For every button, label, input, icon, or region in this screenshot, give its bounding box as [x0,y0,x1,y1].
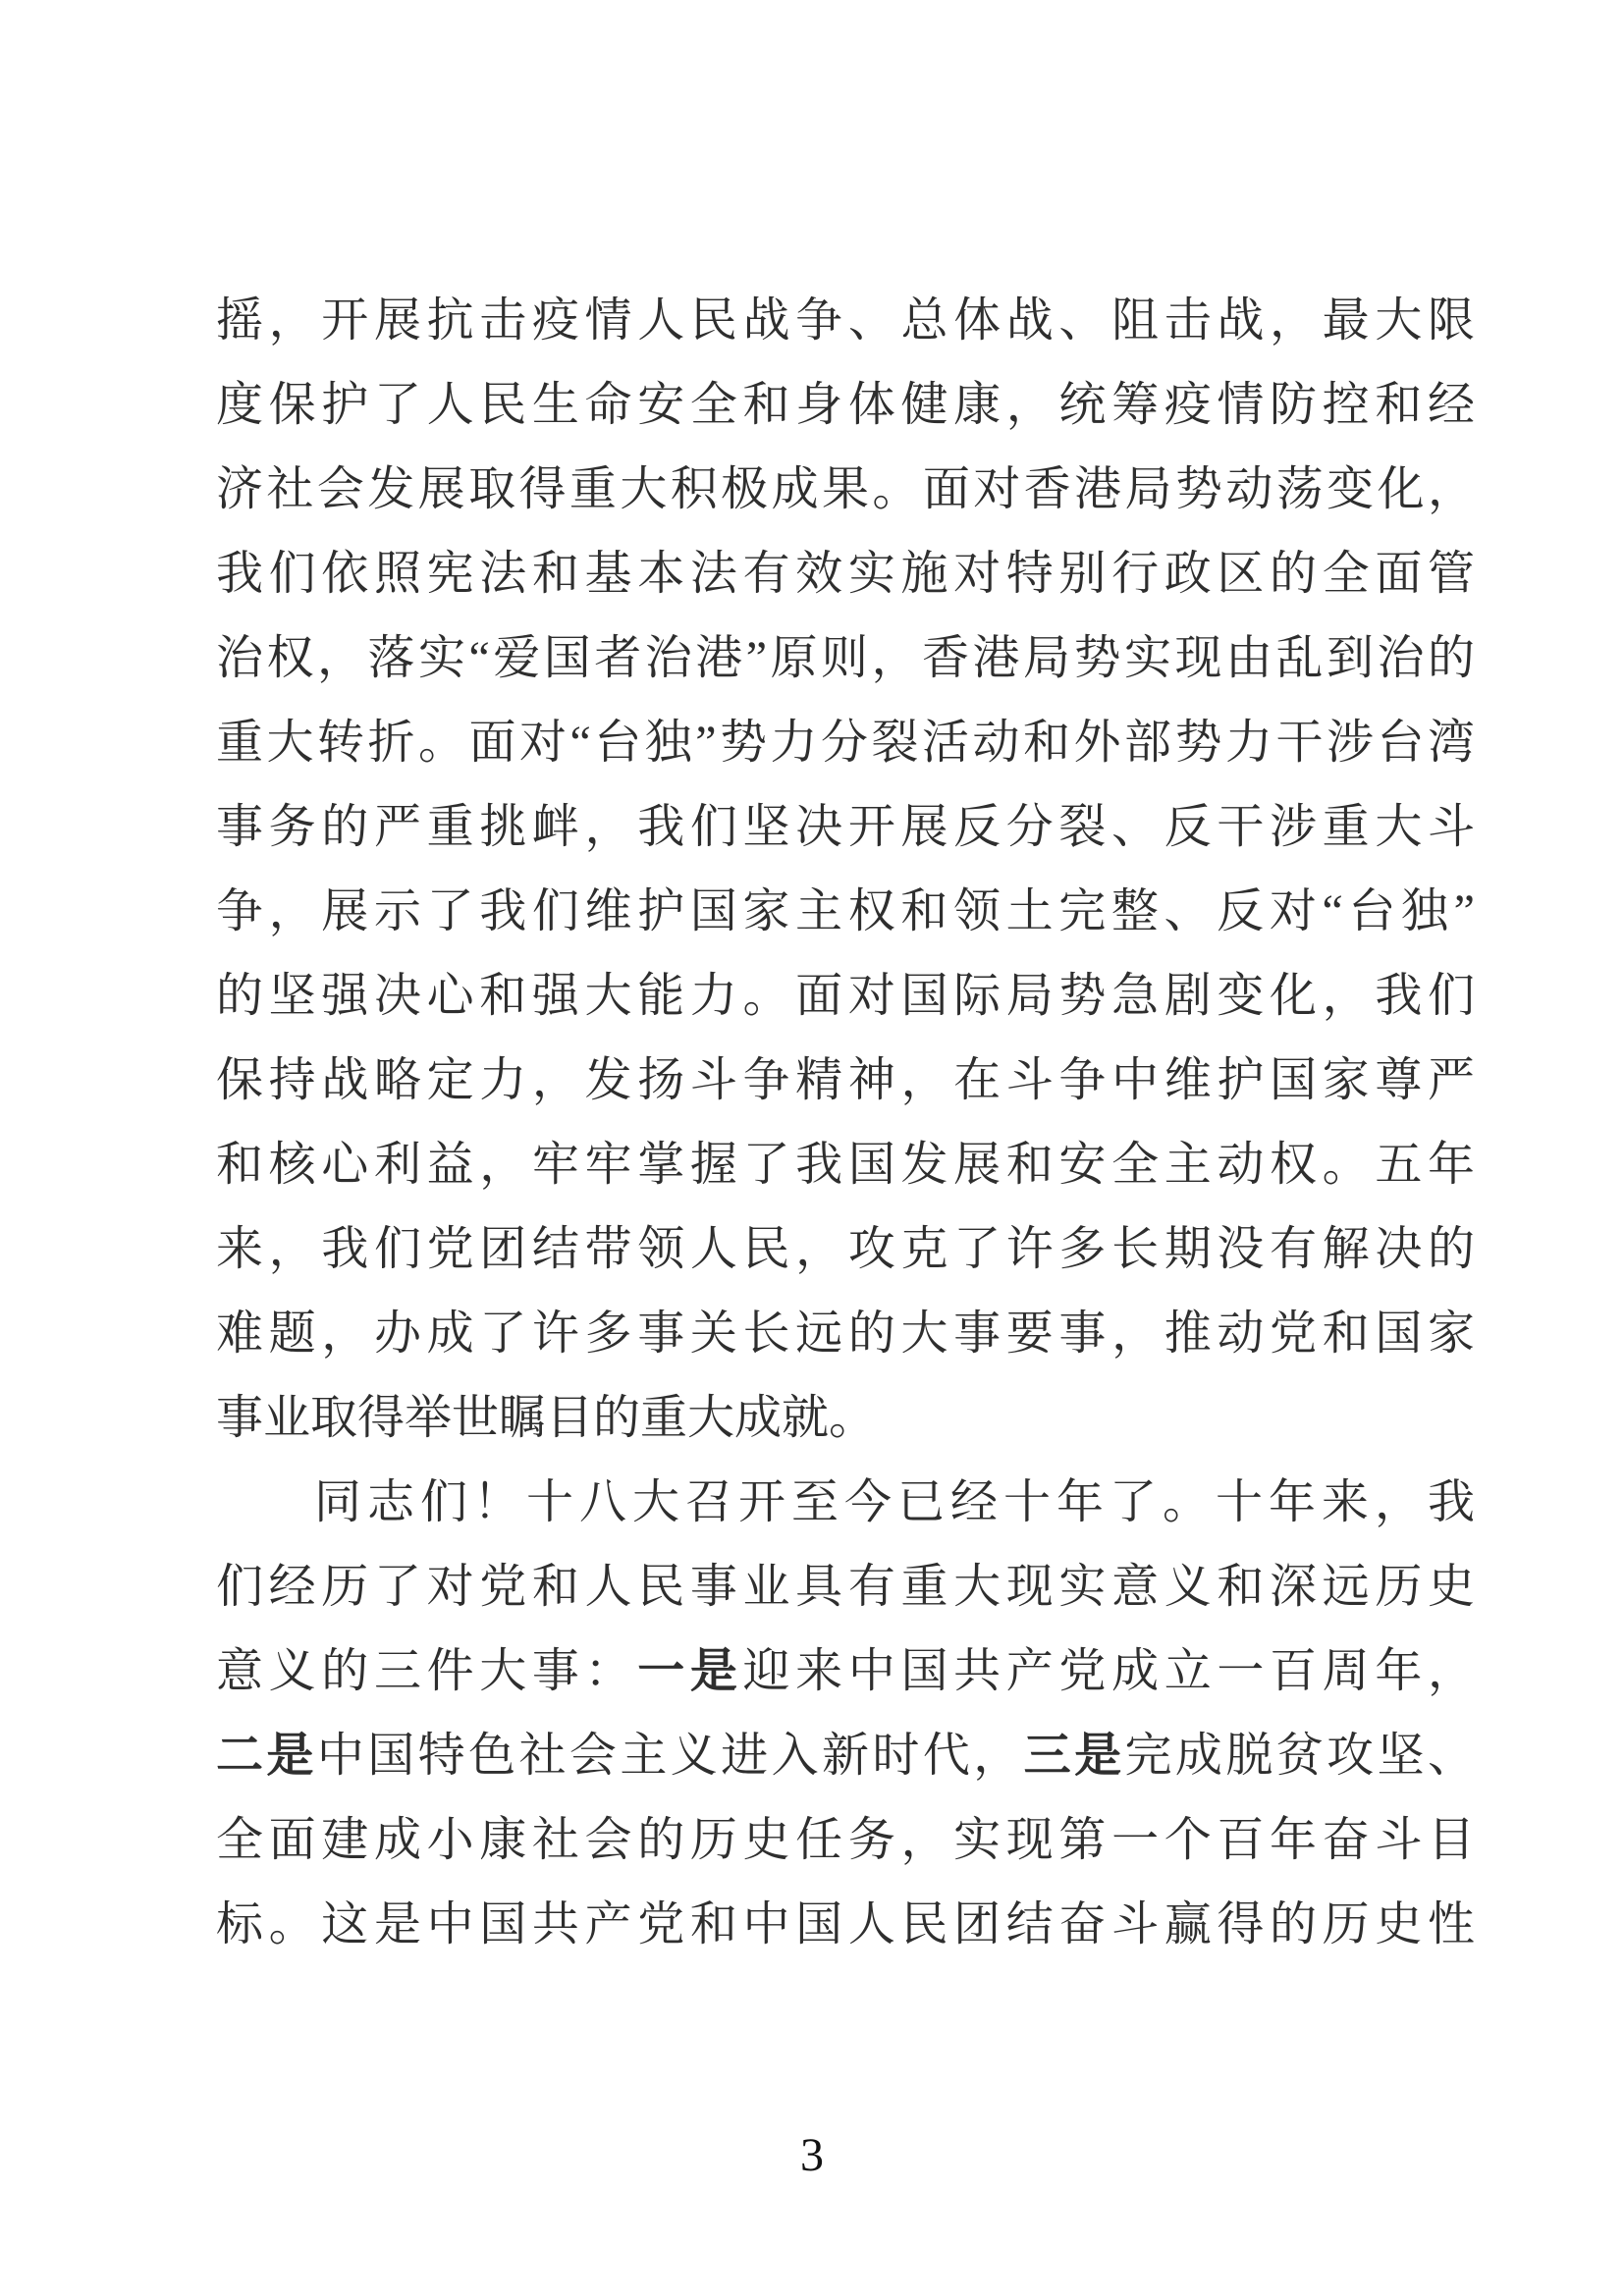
text-line [216,1883,1475,1967]
text-line [216,1714,1475,1798]
text-line [216,701,1475,785]
text-segment: 同志们！十八大召开至今已经十年了。十年来，我 [314,1476,1475,1528]
text-segment: 事业取得举世瞩目的重大成就。 [216,1392,877,1444]
text-segment: 保持战略定力，发扬斗争精神，在斗争中维护国家尊严 [216,1054,1475,1106]
text-line [216,448,1475,532]
text-segment: 和核心利益，牢牢掌握了我国发展和安全主动权。五年 [216,1139,1475,1191]
text-line [216,1629,1475,1714]
text-segment: 我们依照宪法和基本法有效实施对特别行政区的全面管 [216,548,1475,600]
bold-emphasis: 一是 [637,1645,743,1697]
text-segment: 事务的严重挑衅，我们坚决开展反分裂、反干涉重大斗 [216,801,1475,853]
text-line [216,1207,1475,1292]
text-line [216,1123,1475,1207]
text-segment: 摇，开展抗击疫情人民战争、总体战、阻击战，最大限 [216,294,1475,347]
page-number: 3 [800,2129,824,2181]
text-segment: 济社会发展取得重大积极成果。面对香港局势动荡变化， [216,463,1475,515]
text-segment: 重大转折。面对“台独”势力分裂活动和外部势力干涉台湾 [216,717,1475,769]
text-segment: 迎来中国共产党成立一百周年， [742,1645,1475,1697]
text-line [216,532,1475,616]
text-segment: 的坚强决心和强大能力。面对国际局势急剧变化，我们 [216,970,1475,1022]
text-segment: 们经历了对党和人民事业具有重大现实意义和深远历史 [216,1561,1475,1613]
text-segment: 全面建成小康社会的历史任务，实现第一个百年奋斗目 [216,1814,1475,1866]
text-line [216,1376,1475,1461]
bold-emphasis: 三是 [1023,1730,1125,1782]
text-line [216,1039,1475,1123]
text-segment: 难题，办成了许多事关长远的大事要事，推动党和国家 [216,1308,1475,1360]
text-line [216,1545,1475,1629]
text-segment: 来，我们党团结带领人民，攻克了许多长期没有解决的 [216,1223,1475,1275]
bold-emphasis: 二是 [216,1730,317,1782]
text-line [216,616,1475,701]
text-segment: 标。这是中国共产党和中国人民团结奋斗赢得的历史性 [216,1898,1475,1950]
text-segment: 完成脱贫攻坚、 [1124,1730,1475,1782]
text-segment: 争，展示了我们维护国家主权和领土完整、反对“台独” [216,885,1475,937]
text-line [216,954,1475,1039]
text-line [216,785,1475,870]
text-line [216,870,1475,954]
text-line [216,1292,1475,1376]
text-line [216,279,1475,363]
text-segment: 度保护了人民生命安全和身体健康，统筹疫情防控和经 [216,379,1475,431]
text-line [216,363,1475,448]
text-line [216,1798,1475,1883]
text-segment: 意义的三件大事： [216,1645,638,1697]
document-body [216,279,1475,1967]
text-segment: 中国特色社会主义进入新时代， [316,1730,1024,1782]
text-segment: 治权，落实“爱国者治港”原则，香港局势实现由乱到治的 [216,632,1475,684]
text-line [216,1461,1475,1545]
